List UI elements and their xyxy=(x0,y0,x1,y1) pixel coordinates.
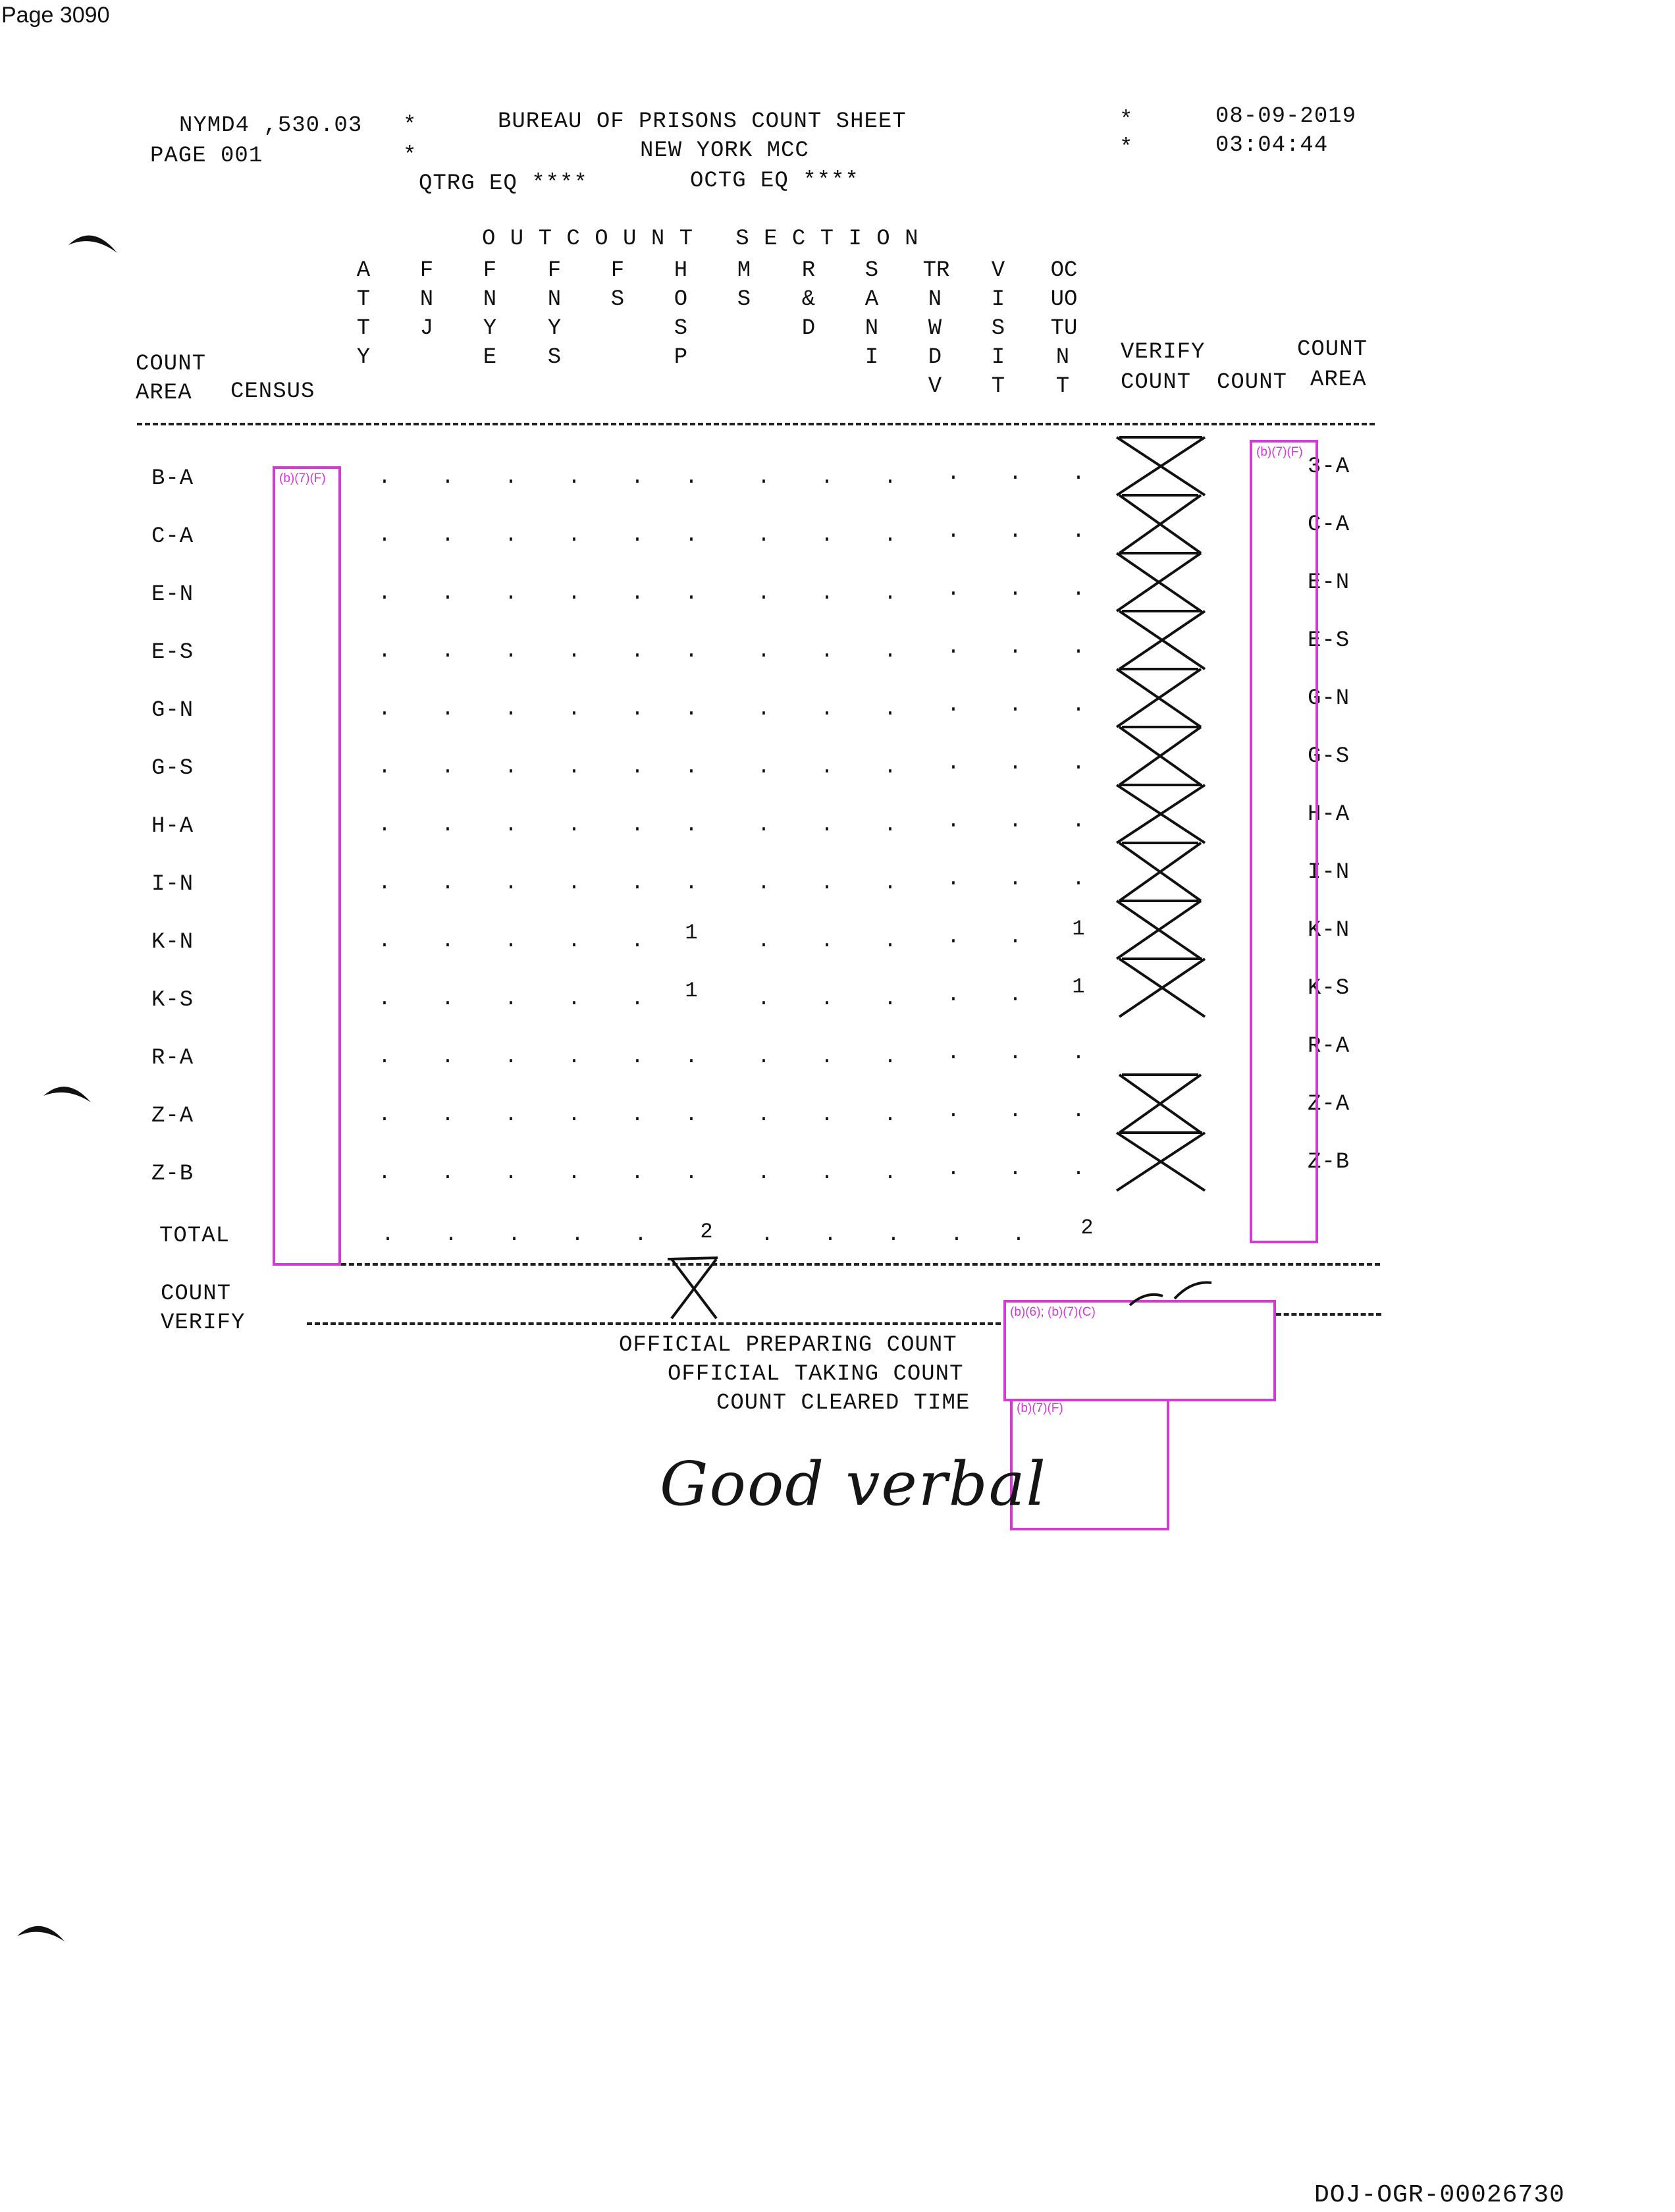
row-count-dot: . xyxy=(631,871,644,895)
total-dot: . xyxy=(760,1222,774,1247)
outcount-col-header-char: H xyxy=(674,258,688,283)
count-area-header-1: COUNT xyxy=(136,352,207,377)
row-count-dot: . xyxy=(820,929,834,953)
outcount-col-header-char: V xyxy=(991,258,1005,283)
outcount-col-header-char: N xyxy=(547,287,562,312)
cleared-redaction-code: (b)(7)(F) xyxy=(1017,1401,1063,1415)
row-count-dot: . xyxy=(757,1102,770,1127)
row-count-dot: . xyxy=(1009,1156,1022,1181)
outcount-col-header-char: UO xyxy=(1050,287,1078,312)
verify-x-mark xyxy=(1117,785,1205,843)
row-count-value: 1 xyxy=(685,979,698,1003)
row-count-area: Z-B xyxy=(151,1162,194,1187)
row-count-area: G-N xyxy=(151,698,194,723)
total-dot: . xyxy=(508,1222,521,1247)
outcount-col-header-char: TR xyxy=(922,258,950,283)
row-count-area: I-N xyxy=(151,872,194,897)
row-count-dot: . xyxy=(504,1160,518,1185)
outcount-col-header-char: T xyxy=(356,287,371,312)
row-count-dot: . xyxy=(1009,751,1022,775)
officials-redaction-code: (b)(6); (b)(7)(C) xyxy=(1010,1305,1096,1319)
outcount-col-header-char: N xyxy=(419,287,434,312)
row-count-dot: . xyxy=(820,871,834,895)
outcount-col-header-char: M xyxy=(737,258,751,283)
row-count-area-right: G-N xyxy=(1308,686,1350,711)
outcount-col-header-char: E xyxy=(483,345,497,370)
row-count-area-right: K-N xyxy=(1308,918,1350,943)
row-count-area-right: Z-B xyxy=(1308,1150,1350,1175)
row-count-area-right: R-A xyxy=(1308,1034,1350,1059)
row-count-dot: . xyxy=(378,929,391,953)
row-count-dot: . xyxy=(378,1102,391,1127)
row-count-dot: . xyxy=(820,1044,834,1069)
outcount-col-header-char: I xyxy=(864,345,879,370)
row-count-dot: . xyxy=(685,465,698,489)
count-verify-label-2: VERIFY xyxy=(161,1310,246,1335)
verify-x-mark xyxy=(1119,1075,1201,1133)
row-count-dot: . xyxy=(1009,519,1022,543)
row-count-dot: . xyxy=(631,986,644,1011)
count-area-right-header-2: AREA xyxy=(1310,367,1367,392)
row-count-dot: . xyxy=(820,1102,834,1127)
row-count-dot: . xyxy=(568,639,581,663)
row-count-dot: . xyxy=(441,871,454,895)
row-count-dot: . xyxy=(568,523,581,547)
row-count-area: K-S xyxy=(151,988,194,1013)
row-count-dot: . xyxy=(757,465,770,489)
row-count-dot: . xyxy=(631,581,644,605)
row-count-dot: . xyxy=(757,755,770,779)
row-count-dot: . xyxy=(1009,1098,1022,1123)
row-count-dot: . xyxy=(1009,1040,1022,1065)
row-count-dot: . xyxy=(631,755,644,779)
row-count-dot: . xyxy=(757,523,770,547)
report-date: 08-09-2019 xyxy=(1215,104,1357,129)
count-verify-label-1: COUNT xyxy=(161,1281,232,1307)
total-dot: . xyxy=(887,1222,900,1247)
row-count-dot: . xyxy=(757,1160,770,1185)
row-count-dot: . xyxy=(820,813,834,837)
row-count-dot: . xyxy=(884,755,897,779)
row-count-dot: . xyxy=(947,983,960,1007)
verify-x-mark xyxy=(1119,727,1201,785)
verify-x-mark xyxy=(1117,1133,1205,1191)
row-count-dot: . xyxy=(568,581,581,605)
outcount-col-header-char: I xyxy=(991,287,1005,312)
row-count-dot: . xyxy=(631,1044,644,1069)
row-count-dot: . xyxy=(757,986,770,1011)
row-count-dot: . xyxy=(504,581,518,605)
row-count-dot: . xyxy=(1072,1098,1085,1123)
outcount-col-header-char: D xyxy=(801,316,816,341)
outcount-col-header-char: A xyxy=(864,287,879,312)
row-count-area-right: E-N xyxy=(1308,570,1350,595)
row-count-dot: . xyxy=(441,755,454,779)
row-count-dot: . xyxy=(1072,751,1085,775)
outcount-col-header-char: N xyxy=(1055,345,1070,370)
row-count-dot: . xyxy=(685,871,698,895)
total-label: TOTAL xyxy=(159,1224,230,1249)
row-count-dot: . xyxy=(947,751,960,775)
header-star-1: * xyxy=(403,113,417,138)
row-count-dot: . xyxy=(504,755,518,779)
count-verify-scribble xyxy=(1130,1283,1211,1306)
row-count-dot: . xyxy=(884,871,897,895)
row-count-dot: . xyxy=(1072,577,1085,601)
row-count-dot: . xyxy=(441,523,454,547)
count-area-header-2: AREA xyxy=(136,381,192,406)
row-count-dot: . xyxy=(378,871,391,895)
row-count-dot: . xyxy=(820,697,834,721)
verify-x-mark xyxy=(1117,669,1201,727)
row-count-dot: . xyxy=(378,697,391,721)
page-label: Page 3090 xyxy=(1,3,110,28)
outcount-col-header-char: P xyxy=(674,345,688,370)
official-taking-label: OFFICIAL TAKING COUNT xyxy=(668,1362,964,1387)
row-count-area-right: K-S xyxy=(1308,976,1350,1001)
count-area-redaction-code: (b)(7)(F) xyxy=(1256,445,1303,459)
outcount-col-header-char: N xyxy=(483,287,497,312)
row-count-dot: . xyxy=(884,929,897,953)
outcount-col-header-char: Y xyxy=(483,316,497,341)
row-count-dot: . xyxy=(504,871,518,895)
outcount-col-header-char: R xyxy=(801,258,816,283)
report-title: BUREAU OF PRISONS COUNT SHEET xyxy=(498,109,907,134)
row-count-dot: . xyxy=(884,581,897,605)
binder-mark-3 xyxy=(17,1926,65,1941)
outcount-col-header-char: OC xyxy=(1050,258,1078,283)
row-count-dot: . xyxy=(568,1160,581,1185)
outcount-col-header-char: D xyxy=(928,345,942,370)
page-number: PAGE 001 xyxy=(150,144,263,169)
count-area-right-header-1: COUNT xyxy=(1297,337,1368,362)
row-count-area-right: Z-A xyxy=(1308,1092,1350,1117)
total-dot: . xyxy=(1012,1222,1025,1247)
row-count-dot: . xyxy=(504,813,518,837)
row-count-dot: . xyxy=(1009,693,1022,717)
outcount-col-header-char: T xyxy=(1055,374,1070,399)
qtrg-eq: QTRG EQ **** xyxy=(419,171,588,196)
row-count-dot: . xyxy=(631,1102,644,1127)
header-star-4: * xyxy=(1119,136,1134,161)
row-count-dot: . xyxy=(568,755,581,779)
official-preparing-label: OFFICIAL PREPARING COUNT xyxy=(619,1333,957,1358)
row-count-dot: . xyxy=(947,1098,960,1123)
row-count-area-right: 3-A xyxy=(1308,454,1350,479)
row-count-dot: . xyxy=(568,986,581,1011)
outcount-col-header-char: T xyxy=(356,316,371,341)
row-count-dot: . xyxy=(568,1102,581,1127)
row-count-dot: . xyxy=(884,523,897,547)
row-count-dot: . xyxy=(631,1160,644,1185)
row-count-dot: . xyxy=(1072,461,1085,485)
row-count-dot: . xyxy=(441,1044,454,1069)
outcount-col-header-char: F xyxy=(610,258,625,283)
total-dot: . xyxy=(444,1222,458,1247)
row-count-dot: . xyxy=(757,697,770,721)
row-count-area: R-A xyxy=(151,1046,194,1071)
row-count-area: E-S xyxy=(151,640,194,665)
verify-x-mark xyxy=(1119,843,1201,901)
outcount-col-header-char: I xyxy=(991,345,1005,370)
row-count-dot: . xyxy=(884,1102,897,1127)
row-count-dot: . xyxy=(947,519,960,543)
row-count-dot: . xyxy=(441,465,454,489)
row-count-dot: . xyxy=(568,1044,581,1069)
row-count-dot: . xyxy=(1009,577,1022,601)
row-count-dot: . xyxy=(820,581,834,605)
outcount-col-header-char: S xyxy=(864,258,879,283)
outcount-col-header-char: Y xyxy=(356,345,371,370)
row-count-dot: . xyxy=(757,639,770,663)
row-count-dot: . xyxy=(378,986,391,1011)
total-hosp-value: 2 xyxy=(700,1220,713,1244)
row-count-dot: . xyxy=(378,755,391,779)
row-count-dot: . xyxy=(441,986,454,1011)
outcount-col-header-char: S xyxy=(674,316,688,341)
outcount-col-header-char: S xyxy=(610,287,625,312)
row-count-value: 1 xyxy=(1072,917,1085,941)
row-count-dot: . xyxy=(685,697,698,721)
total-dot: . xyxy=(634,1222,647,1247)
row-count-dot: . xyxy=(685,1102,698,1127)
row-count-dot: . xyxy=(568,871,581,895)
row-count-dot: . xyxy=(1009,809,1022,833)
row-count-dot: . xyxy=(441,1160,454,1185)
row-count-dot: . xyxy=(378,639,391,663)
census-redaction-code: (b)(7)(F) xyxy=(279,472,326,485)
row-count-dot: . xyxy=(504,523,518,547)
row-count-dot: . xyxy=(685,1160,698,1185)
row-count-dot: . xyxy=(1072,635,1085,659)
system-id: NYMD4 ,530.03 xyxy=(179,113,363,138)
total-dot: . xyxy=(381,1222,394,1247)
row-count-area-right: C-A xyxy=(1308,512,1350,537)
row-count-area: K-N xyxy=(151,930,194,955)
outcount-col-header-char: T xyxy=(991,374,1005,399)
binder-mark-1 xyxy=(68,236,117,253)
binder-mark-2 xyxy=(43,1087,91,1102)
verify-header-1: VERIFY xyxy=(1121,340,1206,365)
octg-eq: OCTG EQ **** xyxy=(690,169,859,194)
census-header: CENSUS xyxy=(230,379,315,404)
outcount-col-header-char: S xyxy=(737,287,751,312)
row-count-dot: . xyxy=(504,986,518,1011)
row-count-dot: . xyxy=(504,1102,518,1127)
row-count-dot: . xyxy=(631,465,644,489)
row-count-area-right: I-N xyxy=(1308,860,1350,885)
row-count-area: C-A xyxy=(151,524,194,549)
outcount-col-header-char: V xyxy=(928,374,942,399)
row-count-dot: . xyxy=(504,697,518,721)
row-count-dot: . xyxy=(631,929,644,953)
handwritten-note: Good verbal xyxy=(660,1449,1047,1519)
row-count-dot: . xyxy=(947,1156,960,1181)
row-count-area-right: H-A xyxy=(1308,802,1350,827)
row-count-dot: . xyxy=(378,581,391,605)
row-count-area: Z-A xyxy=(151,1104,194,1129)
row-count-dot: . xyxy=(884,639,897,663)
row-count-dot: . xyxy=(441,929,454,953)
row-count-dot: . xyxy=(947,925,960,949)
count-verify-x-mark xyxy=(668,1258,718,1318)
row-count-dot: . xyxy=(1009,461,1022,485)
institution-name: NEW YORK MCC xyxy=(640,138,809,163)
outcount-col-header-char: F xyxy=(419,258,434,283)
row-count-dot: . xyxy=(441,697,454,721)
total-dot: . xyxy=(571,1222,584,1247)
verify-header-2: COUNT xyxy=(1121,370,1192,395)
outcount-col-header-char: Y xyxy=(547,316,562,341)
row-count-dot: . xyxy=(568,813,581,837)
verify-x-mark xyxy=(1119,611,1205,669)
row-count-dot: . xyxy=(947,1040,960,1065)
row-count-dot: . xyxy=(568,929,581,953)
verify-x-mark xyxy=(1119,495,1201,553)
row-count-area: E-N xyxy=(151,582,194,607)
row-count-dot: . xyxy=(1072,867,1085,891)
row-count-dot: . xyxy=(820,1160,834,1185)
row-count-dot: . xyxy=(757,871,770,895)
row-count-area-right: G-S xyxy=(1308,744,1350,769)
header-star-2: * xyxy=(403,144,417,169)
outcount-col-header-char: TU xyxy=(1050,316,1078,341)
count-header: COUNT xyxy=(1217,370,1288,395)
row-count-dot: . xyxy=(568,697,581,721)
row-count-dot: . xyxy=(820,639,834,663)
row-count-area: B-A xyxy=(151,466,194,491)
row-count-dot: . xyxy=(685,523,698,547)
row-count-dot: . xyxy=(947,867,960,891)
count-cleared-label: COUNT CLEARED TIME xyxy=(716,1391,970,1416)
row-count-dot: . xyxy=(504,465,518,489)
outcount-col-header-char: F xyxy=(483,258,497,283)
outcount-col-header-char: F xyxy=(547,258,562,283)
bates-number: DOJ-OGR-00026730 xyxy=(1314,2181,1565,2209)
row-count-dot: . xyxy=(947,809,960,833)
outcount-col-header-char: A xyxy=(356,258,371,283)
row-count-dot: . xyxy=(441,1102,454,1127)
row-count-dot: . xyxy=(1072,693,1085,717)
outcount-col-header-char: N xyxy=(864,316,879,341)
row-count-dot: . xyxy=(1072,519,1085,543)
row-count-area-right: E-S xyxy=(1308,628,1350,653)
row-count-dot: . xyxy=(685,581,698,605)
row-count-dot: . xyxy=(884,986,897,1011)
row-count-dot: . xyxy=(947,461,960,485)
row-count-value: 1 xyxy=(685,921,698,945)
row-count-dot: . xyxy=(1009,867,1022,891)
header-star-3: * xyxy=(1119,108,1134,133)
row-count-dot: . xyxy=(820,465,834,489)
row-count-dot: . xyxy=(884,697,897,721)
outcount-col-header-char: J xyxy=(419,316,434,341)
row-count-dot: . xyxy=(631,813,644,837)
outcount-col-header-char: O xyxy=(674,287,688,312)
row-count-dot: . xyxy=(504,639,518,663)
row-count-dot: . xyxy=(947,693,960,717)
outcount-col-header-char: S xyxy=(991,316,1005,341)
row-count-dot: . xyxy=(884,813,897,837)
row-count-dot: . xyxy=(820,523,834,547)
verify-x-mark xyxy=(1117,553,1201,611)
total-dot: . xyxy=(950,1222,963,1247)
row-count-dot: . xyxy=(504,929,518,953)
row-count-dot: . xyxy=(441,639,454,663)
row-count-dot: . xyxy=(441,581,454,605)
row-count-dot: . xyxy=(884,1044,897,1069)
row-count-dot: . xyxy=(378,1160,391,1185)
verify-x-mark xyxy=(1117,437,1205,495)
outcount-col-header-char: W xyxy=(928,316,942,341)
row-count-dot: . xyxy=(1072,809,1085,833)
row-count-dot: . xyxy=(1072,1156,1085,1181)
row-count-dot: . xyxy=(757,1044,770,1069)
verify-x-mark xyxy=(1119,959,1205,1017)
row-count-dot: . xyxy=(820,986,834,1011)
row-count-dot: . xyxy=(378,1044,391,1069)
row-count-dot: . xyxy=(631,639,644,663)
row-count-dot: . xyxy=(685,1044,698,1069)
row-count-dot: . xyxy=(568,465,581,489)
row-count-dot: . xyxy=(631,697,644,721)
row-count-dot: . xyxy=(947,577,960,601)
row-count-area: H-A xyxy=(151,814,194,839)
total-dot: . xyxy=(824,1222,837,1247)
row-count-dot: . xyxy=(757,581,770,605)
row-count-value: 1 xyxy=(1072,975,1085,999)
row-count-dot: . xyxy=(378,465,391,489)
report-time: 03:04:44 xyxy=(1215,133,1329,158)
row-count-dot: . xyxy=(757,929,770,953)
row-count-dot: . xyxy=(947,635,960,659)
row-count-dot: . xyxy=(504,1044,518,1069)
row-count-dot: . xyxy=(441,813,454,837)
row-count-dot: . xyxy=(378,813,391,837)
row-count-dot: . xyxy=(685,813,698,837)
verify-x-mark xyxy=(1117,901,1201,959)
row-count-area: G-S xyxy=(151,756,194,781)
total-outcount-value: 2 xyxy=(1080,1216,1094,1240)
row-count-dot: . xyxy=(685,639,698,663)
row-count-dot: . xyxy=(1009,635,1022,659)
row-count-dot: . xyxy=(631,523,644,547)
row-count-dot: . xyxy=(1072,1040,1085,1065)
row-count-dot: . xyxy=(884,1160,897,1185)
row-count-dot: . xyxy=(1009,925,1022,949)
row-count-dot: . xyxy=(820,755,834,779)
row-count-dot: . xyxy=(378,523,391,547)
outcount-col-header-char: N xyxy=(928,287,942,312)
row-count-dot: . xyxy=(884,465,897,489)
outcount-section-title: O U T C O U N T S E C T I O N xyxy=(482,227,919,252)
outcount-col-header-char: S xyxy=(547,345,562,370)
row-count-dot: . xyxy=(685,755,698,779)
row-count-dot: . xyxy=(1009,983,1022,1007)
outcount-col-header-char: & xyxy=(801,287,816,312)
row-count-dot: . xyxy=(757,813,770,837)
